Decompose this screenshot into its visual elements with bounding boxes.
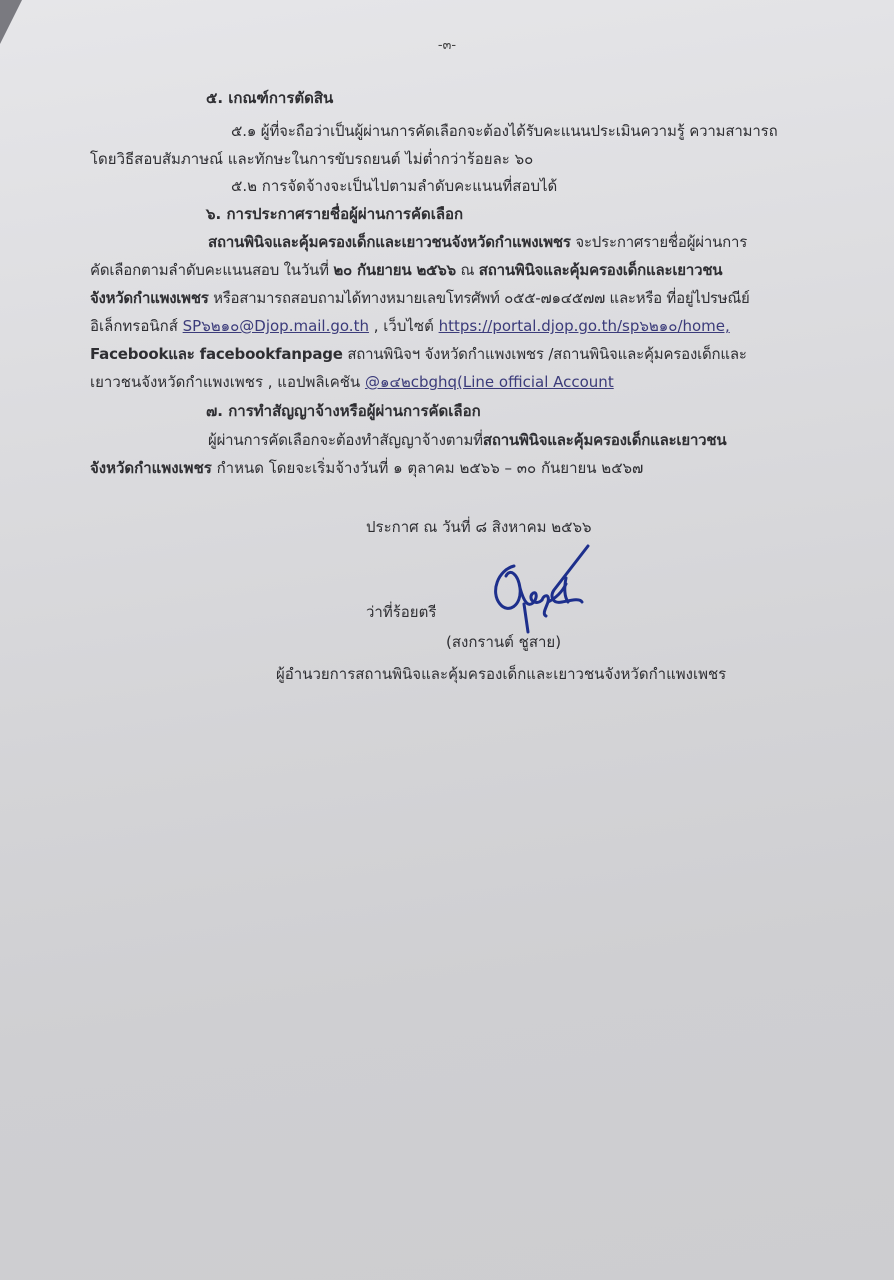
section-5-item-1-line-2: โดยวิธีสอบสัมภาษณ์ และทักษะในการขับรถยนต์ ไม่ต่ำกว่าร้อยละ ๖๐: [90, 150, 534, 168]
text: กำหนด โดยจะเริ่มจ้างวันที่ ๑ ตุลาคม ๒๕๖๖ – ๓๐ กันยายน ๒๕๖๗: [211, 459, 644, 477]
agency-name: สถานพินิจและคุ้มครองเด็กและเยาวชนจังหวัดกำแพงเพชร: [208, 233, 571, 251]
section-6-line-2: [90, 260, 722, 280]
section-6-line-3: [90, 288, 750, 308]
section-6-line-4: [90, 316, 730, 336]
signer-position: ผู้อำนวยการสถานพินิจและคุ้มครองเด็กและเยาวชนจังหวัดกำแพงเพชร: [276, 665, 727, 683]
text: จะประกาศรายชื่อผู้ผ่านการ: [570, 233, 748, 251]
text: ผู้ผ่านการคัดเลือกจะต้องทำสัญญาจ้างตามที่: [208, 431, 483, 449]
section-5-item-1-line-1: ๕.๑ ผู้ที่จะถือว่าเป็นผู้ผ่านการคัดเลือกจะต้องได้รับคะแนนประเมินความรู้ ความสามารถ: [231, 122, 778, 140]
text: คัดเลือกตามลำดับคะแนนสอบ ในวันที่: [90, 261, 334, 279]
section-6-line-1: [208, 232, 747, 252]
email-link[interactable]: SP๖๒๑๐@Djop.mail.go.th: [182, 317, 369, 335]
province-name: จังหวัดกำแพงเพชร: [90, 289, 209, 307]
line-account-link[interactable]: @๑๔๒cbghq(Line official Account: [364, 373, 614, 391]
page-number: -๓-: [437, 38, 457, 53]
text: เยาวชนจังหวัดกำแพงเพชร , แอปพลิเคชัน: [90, 373, 365, 391]
agency-name: สถานพินิจและคุ้มครองเด็กและเยาวชน: [482, 431, 727, 449]
website-link[interactable]: https://portal.djop.go.th/sp๖๒๑๐/home,: [438, 317, 730, 335]
text: อิเล็กทรอนิกส์: [90, 317, 183, 335]
signer-name: (สงกรานต์ ชูสาย): [446, 633, 562, 651]
section-6-line-6: [90, 372, 614, 392]
text: ณ: [455, 261, 479, 279]
agency-name: สถานพินิจและคุ้มครองเด็กและเยาวชน: [478, 261, 723, 279]
text: สถานพินิจฯ จังหวัดกำแพงเพชร /สถานพินิจและคุ้มครองเด็กและ: [342, 345, 747, 363]
section-6-line-5: [90, 344, 747, 364]
announcement-date: ประกาศ ณ วันที่ ๘ สิงหาคม ๒๕๖๖: [366, 518, 592, 536]
text: , เว็บไซต์: [368, 317, 439, 335]
text: หรือสามารถสอบถามได้ทางหมายเลขโทรศัพท์ ๐๕๕-๗๑๔๕๗๗ และหรือ ที่อยู่ไปรษณีย์: [208, 289, 750, 307]
section-5-item-2: ๕.๒ การจัดจ้างจะเป็นไปตามลำดับคะแนนที่สอบได้: [231, 177, 558, 195]
facebook-text: Facebookและ facebookfanpage: [90, 345, 343, 363]
section-6-heading: ๖. การประกาศรายชื่อผู้ผ่านการคัดเลือก: [206, 205, 464, 223]
announce-date: ๒๐ กันยายน ๒๕๖๖: [333, 261, 456, 279]
section-7-line-2: [90, 458, 643, 478]
section-7-line-1: [208, 430, 726, 450]
section-7-heading: ๗. การทำสัญญาจ้างหรือผู้ผ่านการคัดเลือก: [206, 402, 481, 420]
section-5-heading: ๕. เกณฑ์การตัดสิน: [206, 89, 334, 107]
signer-rank: ว่าที่ร้อยตรี: [366, 603, 437, 621]
province-name: จังหวัดกำแพงเพชร: [90, 459, 212, 477]
